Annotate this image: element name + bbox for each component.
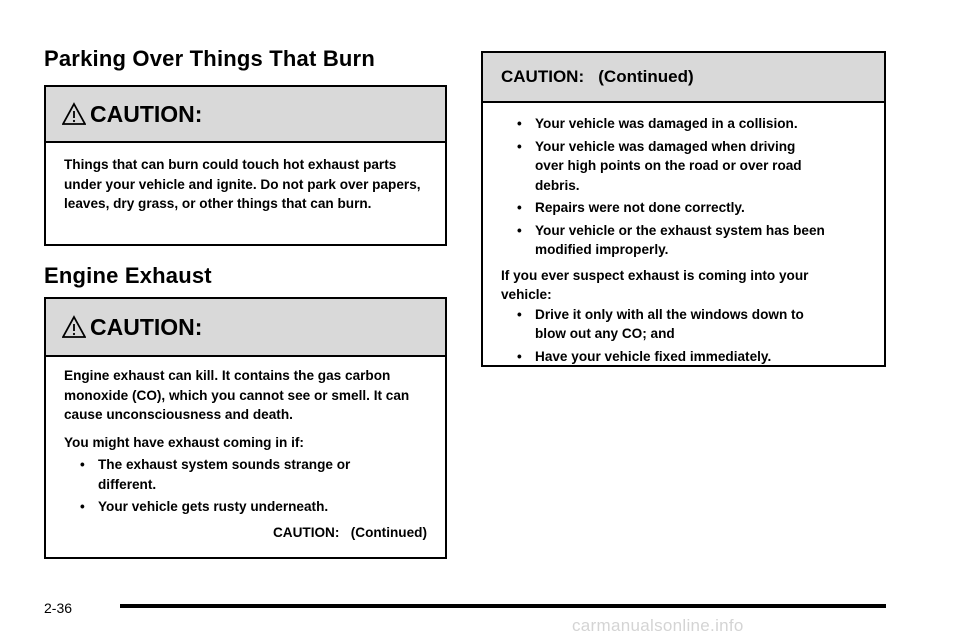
caution-paragraph: If you ever suspect exhaust is coming into your vehicle: bbox=[501, 267, 809, 302]
caution-paragraph-1: Engine exhaust can kill. It contains the gas carbon monoxide (CO), which you cannot see or smell. It can cause unconsciousness and death. bbox=[64, 368, 410, 422]
list-item: • Drive it only with all the windows down to blow out any CO; and bbox=[501, 305, 866, 344]
caution-body bbox=[46, 143, 445, 232]
caution-body bbox=[46, 357, 445, 552]
caution-box-parking bbox=[44, 85, 447, 246]
caution-header bbox=[46, 87, 445, 143]
footer-divider bbox=[120, 604, 886, 608]
list-item: • The exhaust system sounds strange or different. bbox=[64, 455, 427, 494]
caution-text: Things that can burn could touch hot exhaust parts under your vehicle and ignite. Do not park over papers, leaves, dry grass, or other things that can burn. bbox=[64, 157, 421, 211]
list-item: • Repairs were not done correctly. bbox=[501, 198, 866, 218]
caution-title: CAUTION: bbox=[90, 100, 203, 127]
caution-title: CAUTION: bbox=[90, 313, 203, 340]
section-heading-parking: Parking Over Things That Burn bbox=[44, 46, 375, 71]
warning-triangle-icon bbox=[62, 315, 86, 339]
caution-continued-title: CAUTION: (Continued) bbox=[501, 67, 694, 86]
caution-box-exhaust bbox=[44, 297, 447, 559]
caution-bullet-list-2 bbox=[501, 305, 866, 367]
caution-header bbox=[483, 53, 884, 103]
list-item: • Your vehicle was damaged when driving over high points on the road or over road debris. bbox=[501, 137, 866, 196]
list-item: • Your vehicle or the exhaust system has been modified improperly. bbox=[501, 221, 866, 260]
list-item: • Your vehicle was damaged in a collision. bbox=[501, 114, 866, 134]
list-item: • Have your vehicle fixed immediately. bbox=[501, 347, 866, 367]
section-heading-engine-exhaust: Engine Exhaust bbox=[44, 263, 212, 288]
caution-paragraph-2: You might have exhaust coming in if: bbox=[64, 434, 304, 450]
caution-bullet-list bbox=[64, 455, 427, 517]
list-item: • Your vehicle gets rusty underneath. bbox=[64, 497, 427, 517]
page-number: 2-36 bbox=[44, 600, 73, 616]
warning-triangle-icon bbox=[62, 102, 86, 126]
watermark: carmanualsonline.info bbox=[572, 616, 744, 635]
continued-label: CAUTION: (Continued) bbox=[272, 524, 427, 540]
caution-header bbox=[46, 299, 445, 357]
caution-bullet-list bbox=[501, 114, 866, 260]
caution-box-continued bbox=[481, 51, 886, 367]
caution-body bbox=[483, 103, 884, 382]
